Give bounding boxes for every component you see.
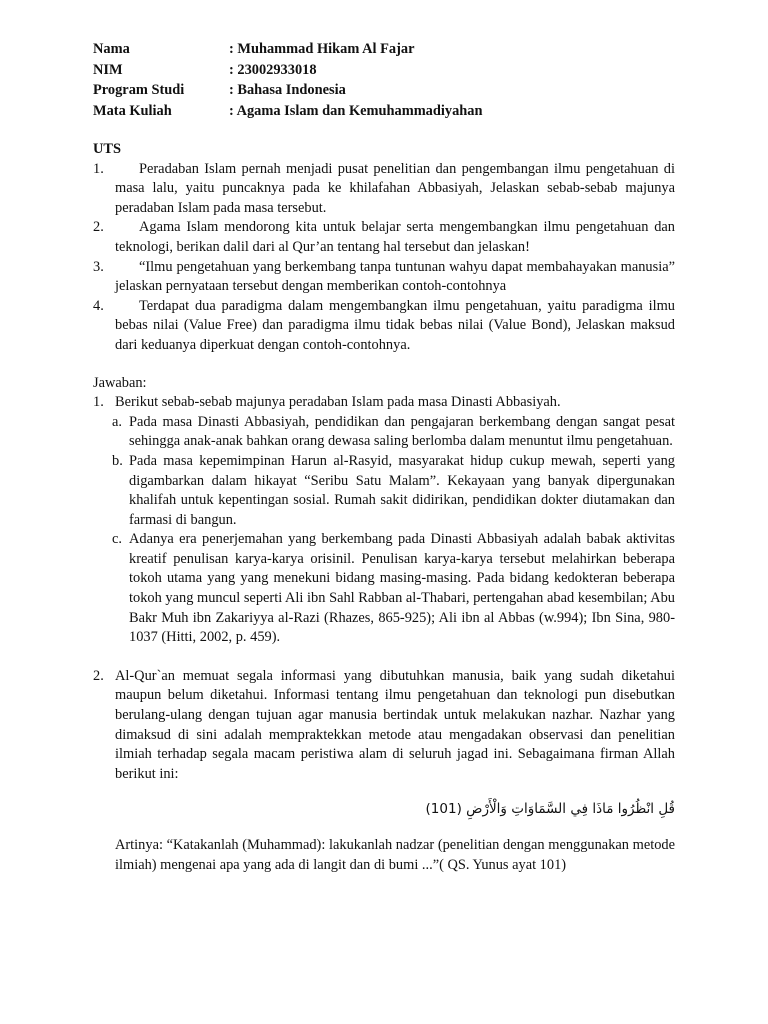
info-row-name [93,40,675,61]
question-number: 4. [93,297,104,314]
question-number: 2. [93,219,104,236]
item-text: Adanya era penerjemahan yang berkembang pada Dinasti Abbasiyah adalah babak aktivitas kreatif penulisan karya-karya orisinil. Penulisan karya-karya tersebut melahirkan beberapa tokoh utama yang yang menekuni bidang masing-masing. Pada bidang kedokteran beberapa tokoh yang muncul seperti Ali ibn Sahl Rabban al-Thabari, pertengahan abad kesembilan; Abu Bakr Muh ibn Zakariyya al-Razi (Rhazes, 865-925); Ali ibn al Abbas (w.994); Ibn Sina, 980-1037 (Hitti, 2002, p. 459). [129,531,675,646]
document-page [93,40,675,876]
answer-1 [93,393,675,413]
question-item [93,218,675,257]
info-label: Mata Kuliah [93,102,172,119]
question-number: 3. [93,258,104,275]
info-value: : 23002933018 [229,61,317,78]
answer-1-item [93,413,675,452]
answer-intro: Berikut sebab-sebab majunya peradaban Islam pada masa Dinasti Abbasiyah. [115,394,561,411]
question-text: Terdapat dua paradigma dalam mengembangkan ilmu pengetahuan, yaitu paradigma ilmu bebas nilai (Value Free) dan paradigma ilmu tidak bebas nilai (Value Bond), Jelaskan maksud dari keduanya diperkuat dengan contoh-contohnya. [115,297,675,353]
answers-heading: Jawaban: [93,374,147,391]
info-label: NIM [93,61,123,78]
verse-translation: Artinya: “Katakanlah (Muhammad): lakukanlah nadzar (penelitian dengan menggunakan metode ilmiah) mengenai apa yang ada di langit dan di bumi ...”( QS. Yunus ayat 101) [115,837,675,873]
uts-heading: UTS [93,141,121,157]
item-letter: c. [112,531,122,548]
question-number: 1. [93,160,104,177]
item-letter: a. [112,413,122,430]
info-row-program [93,81,675,102]
answer-1-item [93,452,675,530]
item-text: Pada masa kepemimpinan Harun al-Rasyid, masyarakat hidup cukup mewah, seperti yang digambarkan dalam hikayat “Seribu Satu Malam”. Kekayaan yang banyak dipergunakan khalifah untuk kepentingan sosial. Rumah sakit didirikan, pendidikan dokter diutamakan dan farmasi di bangun. [129,452,675,528]
item-text: Pada masa Dinasti Abbasiyah, pendidikan dan pengajaran berkembang dengan sangat pesat sehingga anak-anak bahkan orang dewasa saling berlomba dalam menuntut ilmu pengetahuan. [129,413,675,450]
question-text: Peradaban Islam pernah menjadi pusat penelitian dan pengembangan ilmu pengetahuan di masa lalu, yaitu puncaknya pada ke khilafahan Abbasiyah, Jelaskan sebab-sebab majunya peradaban Islam pada masa tersebut. [115,160,675,216]
quran-verse: قُلِ انْظُرُوا مَاذَا فِي السَّمَاوَاتِ وَالْأَرْضِ (101) [425,801,675,818]
student-info [93,40,675,122]
info-value: : Bahasa Indonesia [229,82,346,98]
answer-1-item [93,530,675,648]
info-value: : Muhammad Hikam Al Fajar [229,41,415,57]
question-item [93,297,675,356]
info-label: Nama [93,41,130,57]
answer-2 [93,667,675,785]
question-list [93,160,675,356]
question-text: Agama Islam mendorong kita untuk belajar serta mengembangkan ilmu pengetahuan dan teknologi, berikan dalil dari al Qur’an tentang hal tersebut dan jelaskan! [115,219,675,255]
question-item [93,258,675,297]
question-item [93,160,675,219]
answer-number: 1. [93,394,104,411]
info-row-nim [93,61,675,82]
info-value: : Agama Islam dan Kemuhammadiyahan [229,102,483,119]
answer-number: 2. [93,667,104,684]
answer-2-text: Al-Qur`an memuat segala informasi yang dibutuhkan manusia, baik yang sudah diketahui maupun belum diketahui. Informasi tentang ilmu pengetahuan dan teknologi pun disebutkan berulang-ulang dengan tujuan agar manusia bertindak untuk melakukan nazhar. Nazhar yang dimaksud di sini adalah mempraktekkan metode atau mengadakan observasi dan penelitian ilmiah terhadap segala macam peristiwa alam di seluruh jagad ini. Sebagaimana firman Allah berikut ini: [115,667,675,782]
item-letter: b. [112,452,123,469]
info-row-course [93,102,675,123]
question-text: “Ilmu pengetahuan yang berkembang tanpa tuntunan wahyu dapat membahayakan manusia” jelaskan pernyataan tersebut dengan memberikan contoh-contohnya [115,258,675,295]
info-label: Program Studi [93,82,185,98]
